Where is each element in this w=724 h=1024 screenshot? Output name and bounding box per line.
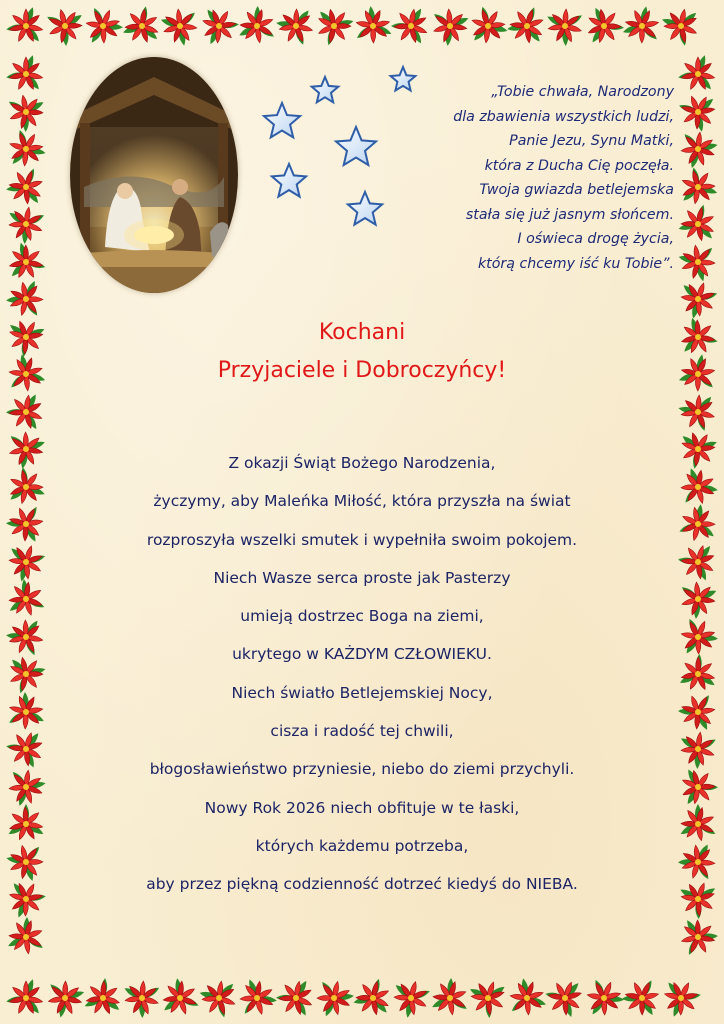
poem (374, 80, 674, 276)
greeting-heading (52, 314, 672, 390)
poinsettia-icon (312, 4, 356, 48)
poinsettia-icon (620, 976, 664, 1020)
message-line: umieją dostrzec Boga na ziemi, (240, 607, 484, 626)
christmas-message (52, 444, 672, 904)
poem-line: I oświeca drogę życia, (517, 231, 674, 247)
poinsettia-icon (4, 4, 48, 48)
poinsettia-icon (428, 976, 472, 1020)
poinsettia-icon (582, 4, 626, 48)
message-line: Niech światło Betlejemskiej Nocy, (231, 683, 493, 702)
poinsettia-icon (505, 976, 549, 1020)
poinsettia-icon (4, 915, 48, 959)
poinsettia-icon (274, 976, 318, 1020)
message-line: Nowy Rok 2026 niech obfituje w te łaski, (204, 798, 520, 817)
message-line: Z okazji Świąt Bożego Narodzenia, (228, 454, 496, 472)
poinsettia-icon (274, 4, 318, 48)
message-line: rozproszyła wszelki smutek i wypełniła swoim pokojem. (146, 530, 578, 549)
poinsettia-icon (158, 4, 202, 48)
greeting-line-1: Kochani (318, 320, 406, 345)
poinsettia-icon (389, 4, 433, 48)
poinsettia-icon (428, 4, 472, 48)
star-icon (272, 164, 306, 197)
poem-line: „Tobie chwała, Narodzony (491, 84, 674, 100)
poinsettia-icon (351, 4, 395, 48)
poinsettia-icon (120, 976, 164, 1020)
poinsettia-icon (81, 4, 125, 48)
nativity-image (70, 57, 238, 293)
poinsettia-border-right (672, 52, 724, 972)
poinsettia-border-top (0, 0, 724, 52)
poinsettia-icon (543, 4, 587, 48)
poinsettia-icon (81, 976, 125, 1020)
poem-line: Panie Jezu, Synu Matki, (509, 133, 674, 149)
poinsettia-icon (43, 4, 87, 48)
message-line: Niech Wasze serca proste jak Pasterzy (213, 568, 511, 587)
poinsettia-icon (312, 976, 356, 1020)
poinsettia-icon (351, 976, 395, 1020)
poinsettia-icon (235, 4, 279, 48)
message-line: błogosławieństwo przyniesie, niebo do ziemi przychyli. (149, 760, 575, 779)
poinsettia-icon (466, 976, 510, 1020)
poinsettia-icon (659, 4, 703, 48)
poinsettia-icon (120, 4, 164, 48)
poinsettia-icon (505, 4, 549, 48)
greeting-line-2: Przyjaciele i Dobroczyńcy! (217, 358, 507, 383)
poem-line: która z Ducha Cię poczęła. (484, 157, 674, 174)
poinsettia-border-left (0, 52, 52, 972)
message-line: życzymy, aby Maleńka Miłość, która przyszła na świat (153, 492, 571, 511)
poinsettia-icon (659, 976, 703, 1020)
message-line: aby przez piękną codzienność dotrzeć kiedyś do NIEBA. (146, 875, 578, 894)
poinsettia-icon (676, 915, 720, 959)
poem-line: dla zbawienia wszystkich ludzi, (453, 108, 674, 125)
star-icon (312, 77, 339, 102)
poinsettia-icon (620, 4, 664, 48)
poinsettia-icon (4, 976, 48, 1020)
poem-line: Twoja gwiazda betlejemska (479, 182, 674, 198)
poinsettia-icon (235, 976, 279, 1020)
poinsettia-icon (158, 976, 202, 1020)
poinsettia-icon (389, 976, 433, 1020)
poinsettia-icon (197, 4, 241, 48)
message-line: których każdemu potrzeba, (255, 836, 469, 855)
poinsettia-icon (43, 976, 87, 1020)
poinsettia-icon (582, 976, 626, 1020)
message-line: ukrytego w KAŻDYM CZŁOWIEKU. (232, 645, 492, 664)
poinsettia-icon (543, 976, 587, 1020)
poinsettia-icon (197, 976, 241, 1020)
star-icon (336, 127, 376, 165)
poinsettia-border-bottom (0, 972, 724, 1024)
poem-line: którą chcemy iść ku Tobie”. (477, 255, 674, 272)
poem-line: stała się już jasnym słońcem. (465, 206, 674, 223)
poinsettia-icon (466, 4, 510, 48)
star-icon (264, 103, 300, 137)
message-line: cisza i radość tej chwili, (270, 722, 454, 741)
